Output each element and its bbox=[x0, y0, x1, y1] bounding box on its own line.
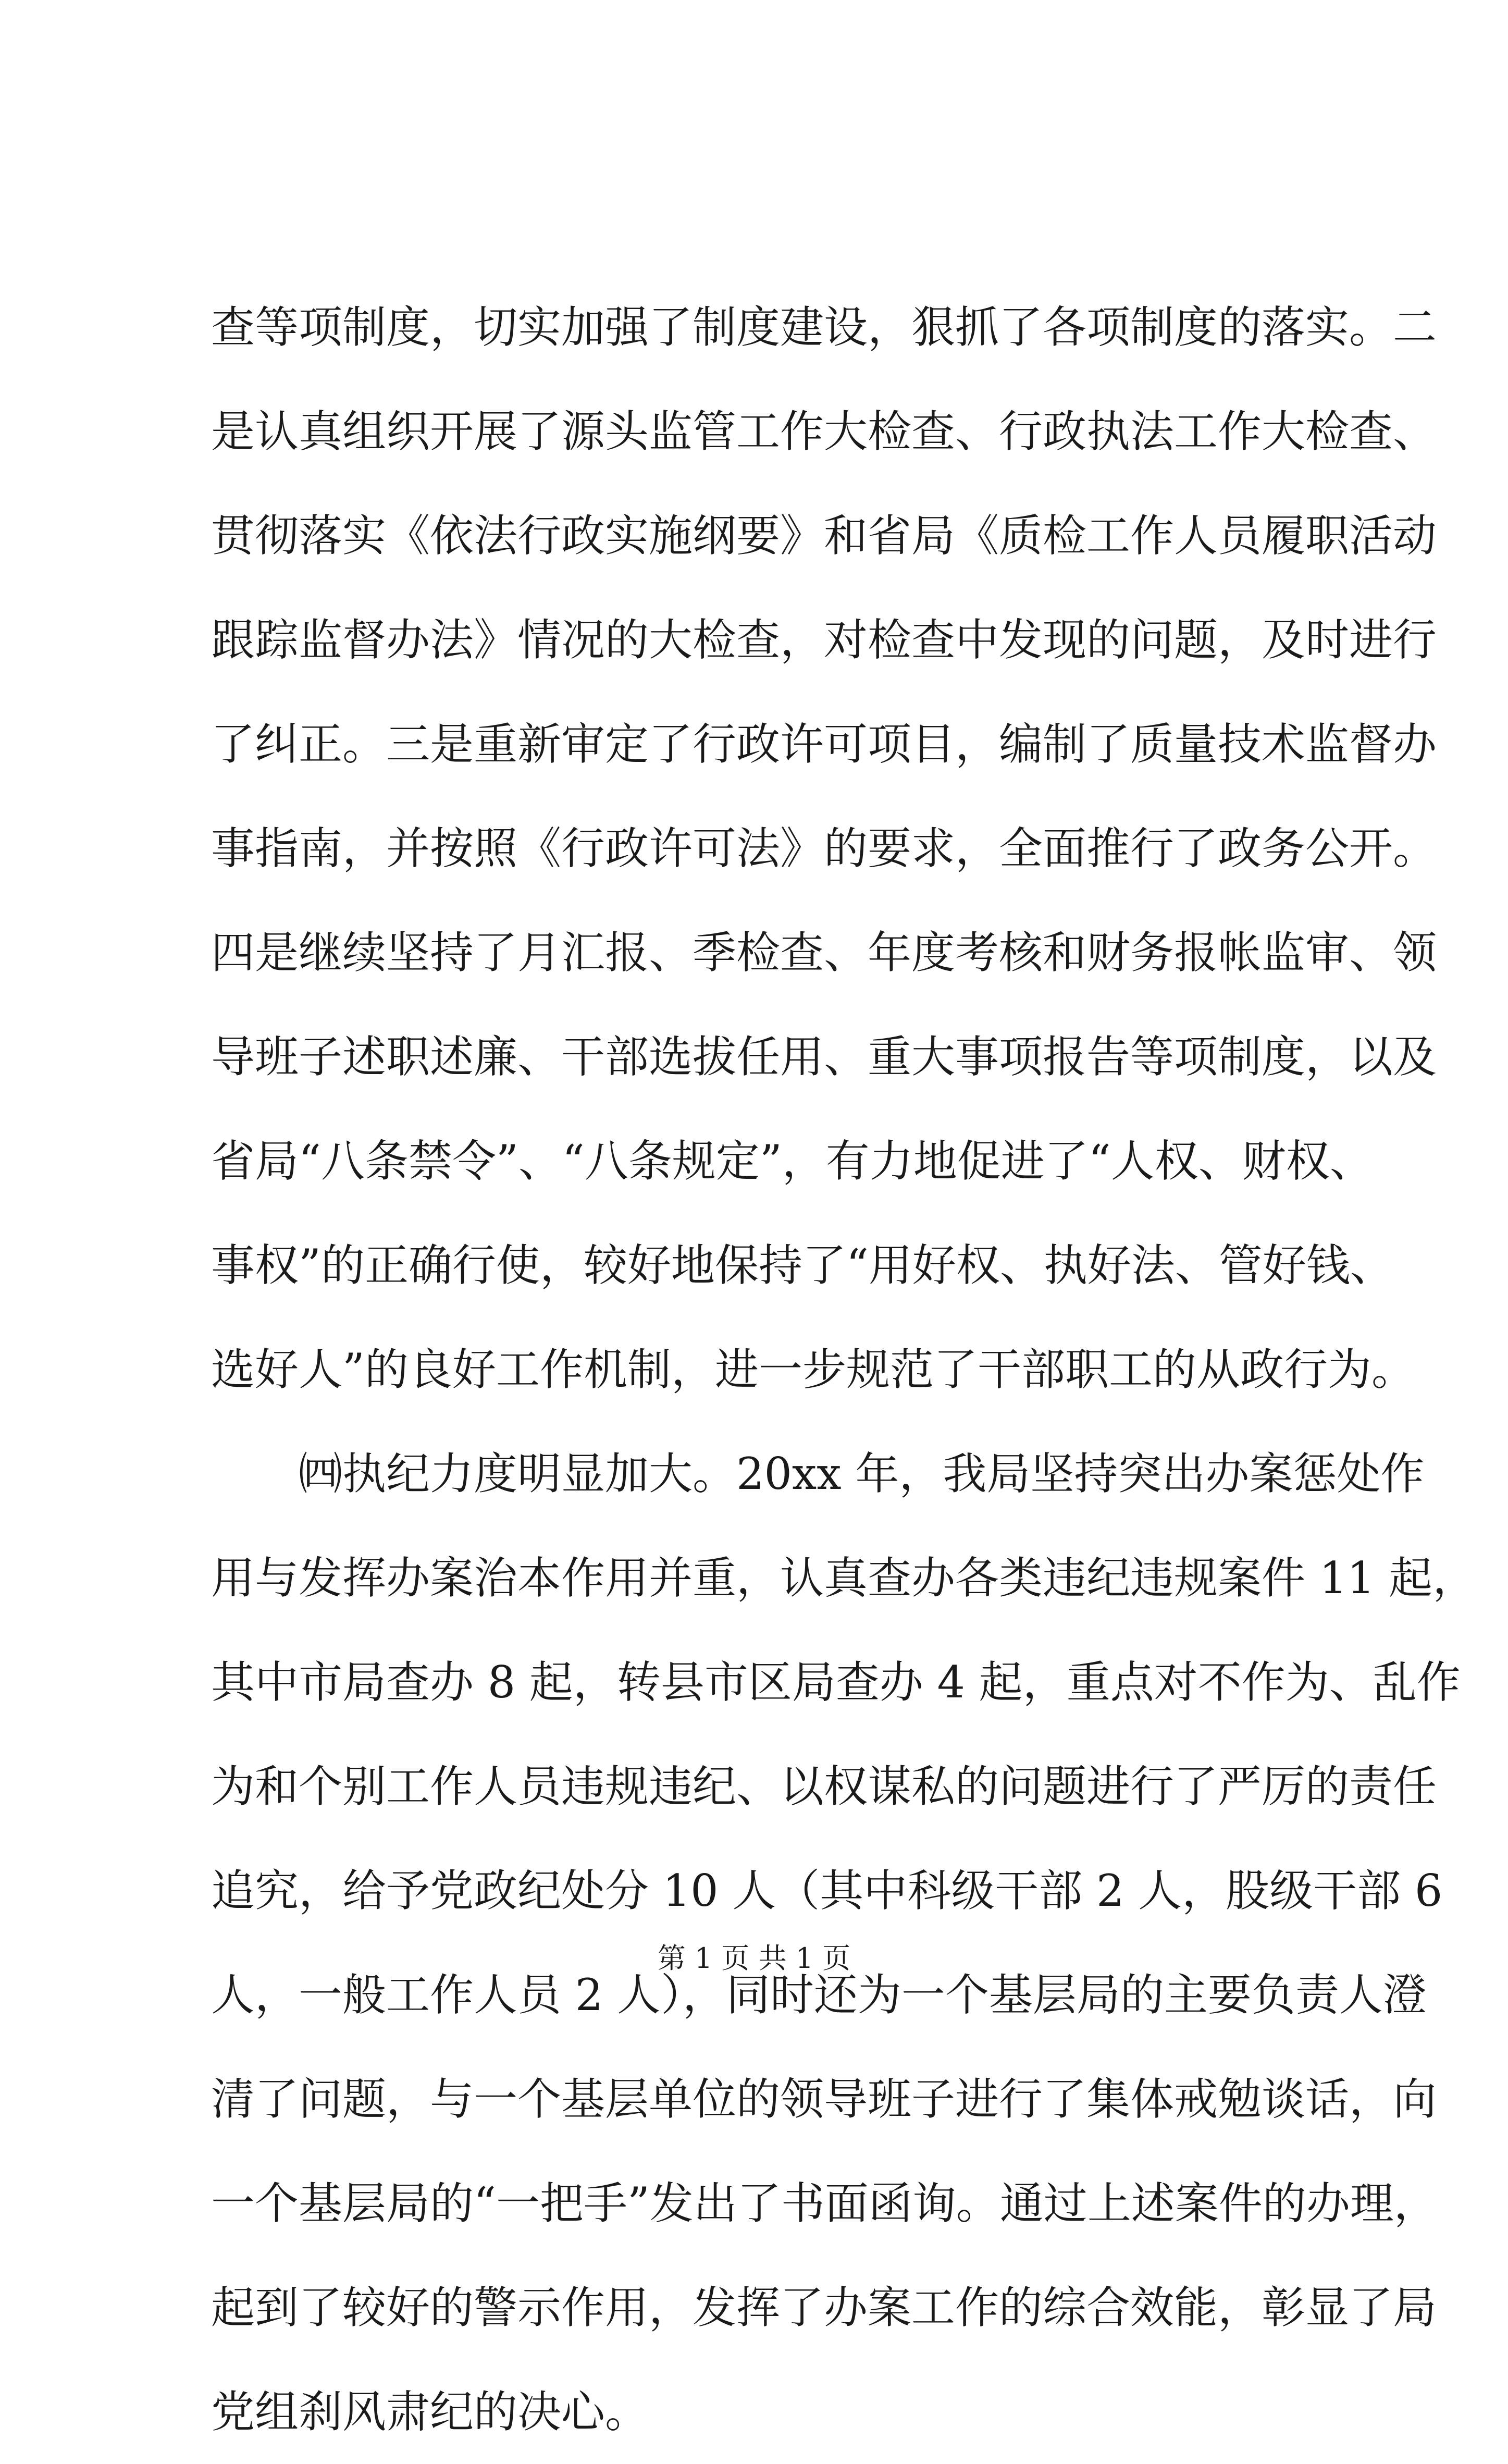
text-line: 党组刹风肃纪的决心。 bbox=[211, 2386, 649, 2437]
text-line: 了纠正。三是重新审定了行政许可项目，编制了质量技术监督办 bbox=[211, 719, 1437, 770]
text-line: 追究，给予党政纪处分 10 人（其中科级干部 2 人，股级干部 6 bbox=[211, 1865, 1443, 1916]
text-line: 导班子述职述廉、干部选拔任用、重大事项报告等项制度，以及 bbox=[211, 1031, 1437, 1082]
text-line: 起到了较好的警示作用，发挥了办案工作的综合效能，彰显了局 bbox=[211, 2282, 1437, 2333]
text-line: 用与发挥办案治本作用并重，认真查办各类违纪违规案件 11 起， bbox=[211, 1553, 1477, 1604]
text-line: 事指南，并按照《行政许可法》的要求，全面推行了政务公开。 bbox=[211, 823, 1437, 874]
text-line: 是认真组织开展了源头监管工作大检查、行政执法工作大检查、 bbox=[211, 406, 1437, 457]
text-line: 事权”的正确行使，较好地保持了“用好权、执好法、管好钱、 bbox=[211, 1240, 1394, 1291]
text-line: ㈣执纪力度明显加大。20xx 年，我局坚持突出办案惩处作 bbox=[211, 1448, 1425, 1499]
text-line: 四是继续坚持了月汇报、季检查、年度考核和财务报帐监审、领 bbox=[211, 927, 1437, 978]
text-line: 跟踪监督办法》情况的大检查，对检查中发现的问题，及时进行 bbox=[211, 614, 1437, 666]
text-line: 清了问题，与一个基层单位的领导班子进行了集体戒勉谈话，向 bbox=[211, 2074, 1437, 2125]
text-line: 一个基层局的“一把手”发出了书面函询。通过上述案件的办理， bbox=[211, 2178, 1438, 2229]
text-line: 人，一般工作人员 2 人），同时还为一个基层局的主要负责人澄 bbox=[211, 1969, 1427, 2021]
text-line: 为和个别工作人员违规违纪、以权谋私的问题进行了严厉的责任 bbox=[211, 1761, 1437, 1812]
page-footer: 第 1 页 共 1 页 bbox=[657, 1942, 851, 1975]
text-line: 省局“八条禁令”、“八条规定”，有力地促进了“人权、财权、 bbox=[211, 1136, 1374, 1187]
text-line: 选好人”的良好工作机制，进一步规范了干部职工的从政行为。 bbox=[211, 1344, 1415, 1395]
body-text bbox=[211, 275, 1477, 2464]
text-line: 贯彻落实《依法行政实施纲要》和省局《质检工作人员履职活动 bbox=[211, 510, 1437, 561]
text-line: 查等项制度，切实加强了制度建设，狠抓了各项制度的落实。二 bbox=[211, 302, 1437, 353]
text-line: 其中市局查办 8 起，转县市区局查办 4 起，重点对不作为、乱作 bbox=[211, 1657, 1461, 1708]
